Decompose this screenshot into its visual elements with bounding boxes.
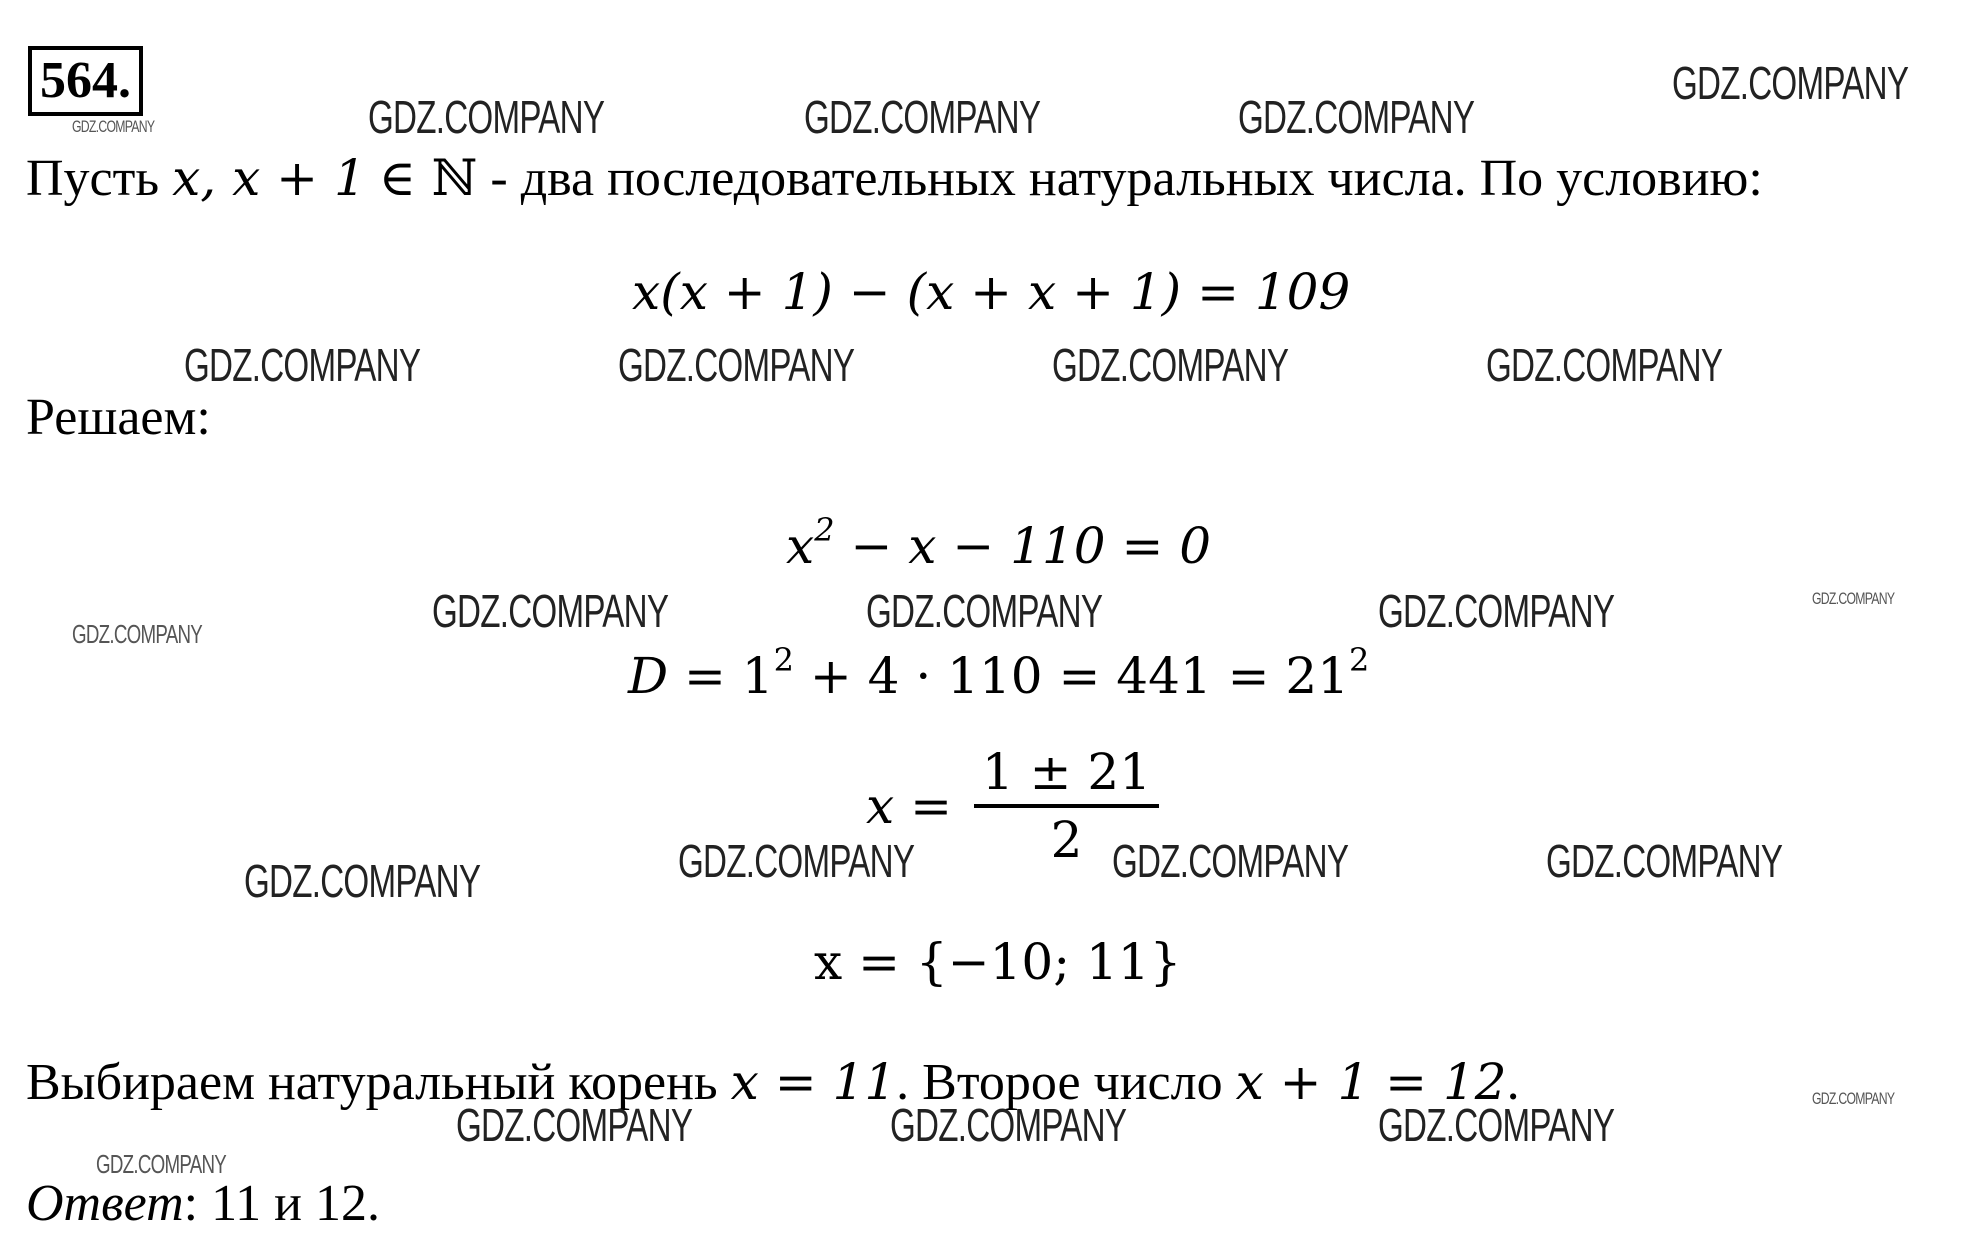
watermark: GDZ.COMPANY bbox=[1378, 1099, 1615, 1151]
choose-line bbox=[26, 1052, 1520, 1113]
answer-value: : 11 и 12. bbox=[183, 1175, 380, 1232]
watermark: GDZ.COMPANY bbox=[96, 1149, 227, 1179]
watermark: GDZ.COMPANY bbox=[368, 91, 605, 143]
roots-numerator: 1 ± 21 bbox=[974, 740, 1159, 808]
watermark: GDZ.COMPANY bbox=[72, 619, 203, 649]
watermark: GDZ.COMPANY bbox=[244, 855, 481, 907]
intro-text-after: - два последовательных натуральных числа. По условию: bbox=[490, 150, 1763, 207]
watermark: GDZ.COMPANY bbox=[678, 835, 915, 887]
equation-2-base: x bbox=[786, 517, 815, 575]
equation-1: x(x + 1) − (x + x + 1) = 109 bbox=[632, 263, 1351, 321]
intro-math-vars: x, x + 1 bbox=[172, 149, 366, 207]
watermark: GDZ.COMPANY bbox=[72, 117, 155, 136]
answer-line bbox=[26, 1174, 380, 1234]
roots-denominator: 2 bbox=[1050, 811, 1083, 869]
watermark: GDZ.COMPANY bbox=[890, 1099, 1127, 1151]
watermark: GDZ.COMPANY bbox=[456, 1099, 693, 1151]
equation-2 bbox=[786, 500, 1211, 576]
problem-number: 564. bbox=[28, 46, 143, 116]
equation-2-exponent: 2 bbox=[814, 511, 835, 549]
watermark: GDZ.COMPANY bbox=[1672, 57, 1909, 109]
equation-2-rest: − x − 110 = 0 bbox=[850, 517, 1212, 575]
choose-text-3: . bbox=[1506, 1054, 1520, 1111]
choose-math-2: x + 1 = 12 bbox=[1235, 1053, 1507, 1111]
choose-text-1: Выбираем натуральный корень bbox=[26, 1054, 718, 1111]
watermark: GDZ.COMPANY bbox=[1812, 1089, 1895, 1108]
discriminant-exp2: 2 bbox=[1349, 641, 1370, 679]
roots-set: x = {−10; 11} bbox=[814, 933, 1182, 991]
solve-label: Решаем: bbox=[26, 389, 211, 446]
discriminant-part1: = 1 bbox=[684, 647, 774, 705]
watermark: GDZ.COMPANY bbox=[866, 585, 1103, 637]
choose-text-2: . Второе число bbox=[896, 1054, 1223, 1111]
watermark: GDZ.COMPANY bbox=[804, 91, 1041, 143]
discriminant-exp1: 2 bbox=[773, 641, 794, 679]
watermark: GDZ.COMPANY bbox=[1238, 91, 1475, 143]
discriminant-part2: + 4 · 110 = 441 = 21 bbox=[809, 647, 1350, 705]
watermark: GDZ.COMPANY bbox=[184, 339, 421, 391]
watermark: GDZ.COMPANY bbox=[1052, 339, 1289, 391]
watermark: GDZ.COMPANY bbox=[1546, 835, 1783, 887]
watermark: GDZ.COMPANY bbox=[1486, 339, 1723, 391]
intro-text-before: Пусть bbox=[26, 150, 160, 207]
roots-formula-lhs: x = bbox=[866, 777, 952, 835]
watermark: GDZ.COMPANY bbox=[432, 585, 669, 637]
intro-line bbox=[26, 148, 1763, 209]
answer-label: Ответ bbox=[26, 1175, 184, 1232]
watermark: GDZ.COMPANY bbox=[1112, 835, 1349, 887]
watermark: GDZ.COMPANY bbox=[618, 339, 855, 391]
discriminant-var: D bbox=[628, 647, 669, 705]
discriminant bbox=[628, 630, 1369, 706]
choose-math-1: x = 11 bbox=[730, 1053, 897, 1111]
watermark: GDZ.COMPANY bbox=[1378, 585, 1615, 637]
intro-set-symbol: ∈ ℕ bbox=[378, 149, 478, 207]
watermark: GDZ.COMPANY bbox=[1812, 589, 1895, 608]
